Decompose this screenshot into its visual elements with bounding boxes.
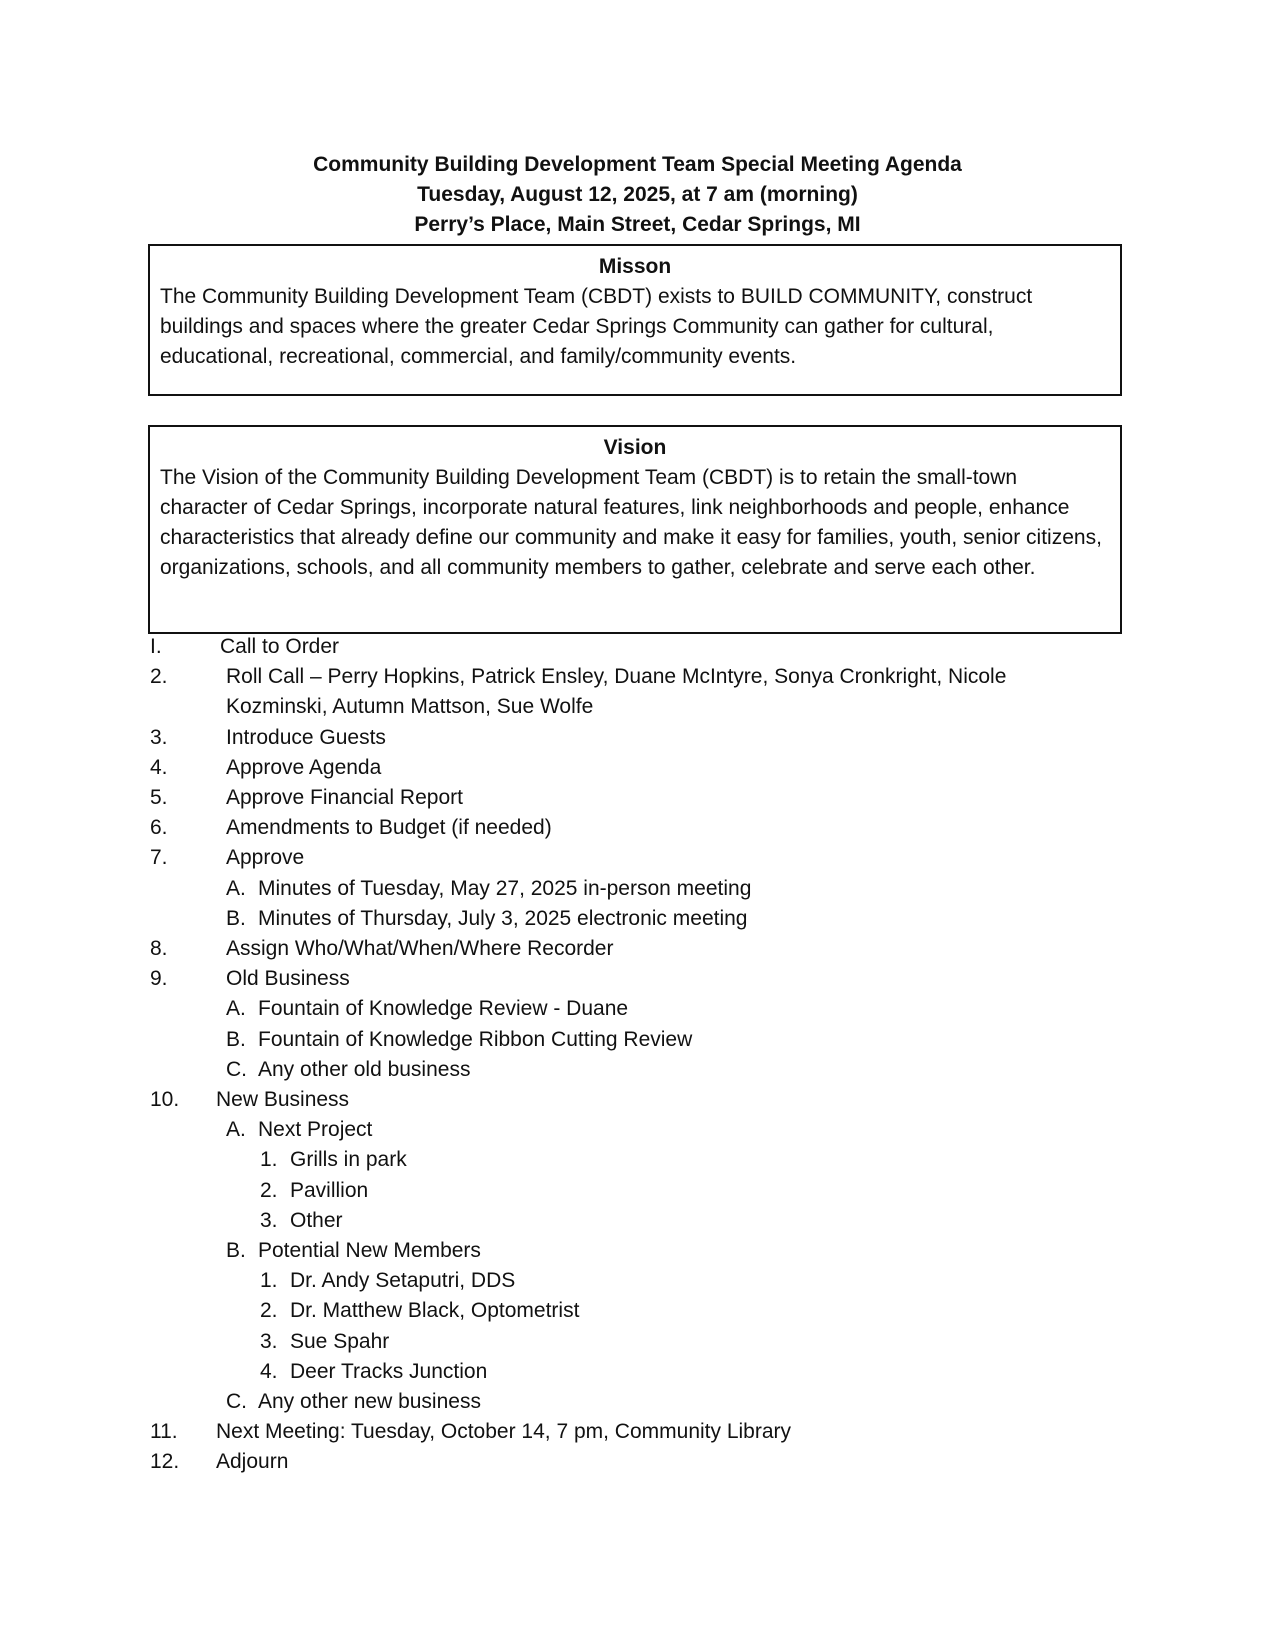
sub-item-marker: A. [226, 876, 246, 900]
sub-sub-item [150, 1176, 1130, 1206]
meeting-location: Perry’s Place, Main Street, Cedar Springs, MI [414, 213, 861, 236]
sub-sub-item [150, 1327, 1130, 1357]
sub-item [150, 1025, 1130, 1055]
item-number: 7. [150, 846, 168, 870]
item-text: Approve [226, 846, 305, 870]
item-number: 4. [150, 755, 168, 779]
sub-sub-item-marker: 3. [260, 1329, 278, 1353]
item-number: 5. [150, 786, 168, 810]
sub-sub-item [150, 1206, 1130, 1236]
sub-item-marker: A. [226, 997, 246, 1021]
agenda-item [150, 753, 1130, 783]
sub-item [150, 1115, 1130, 1145]
agenda-item [150, 723, 1130, 753]
sub-item-text: Fountain of Knowledge Review - Duane [258, 997, 629, 1021]
sub-item-marker: B. [226, 1027, 246, 1051]
sub-item-marker: C. [226, 1057, 247, 1081]
sub-item [150, 1055, 1130, 1085]
sub-item [150, 874, 1130, 904]
vision-heading: Vision [603, 436, 667, 459]
meeting-date: Tuesday, August 12, 2025, at 7 am (morning) [417, 183, 858, 206]
sub-sub-item [150, 1357, 1130, 1387]
agenda-header [150, 150, 1125, 240]
sub-item-text: Any other new business [258, 1390, 481, 1414]
sub-sub-item [150, 1296, 1130, 1326]
agenda-title: Community Building Development Team Special Meeting Agenda [313, 153, 962, 176]
item-text: Next Meeting: Tuesday, October 14, 7 pm, Community Library [216, 1420, 792, 1444]
sub-sub-item-marker: 4. [260, 1359, 278, 1383]
item-number: 12. [150, 1450, 180, 1474]
sub-sub-item-text: Other [290, 1208, 343, 1232]
sub-item-marker: A. [226, 1118, 246, 1142]
item-number: 9. [150, 967, 168, 991]
agenda-item [150, 813, 1130, 843]
sub-item [150, 1236, 1130, 1266]
sub-item-text: Any other old business [258, 1057, 471, 1081]
agenda-item [150, 934, 1130, 964]
sub-item [150, 994, 1130, 1024]
item-number: I. [150, 635, 162, 658]
sub-sub-item-marker: 3. [260, 1208, 278, 1232]
item-text: Approve Agenda [226, 755, 382, 779]
item-number: 8. [150, 937, 168, 961]
agenda-item [150, 1447, 1130, 1477]
sub-sub-item-text: Dr. Matthew Black, Optometrist [290, 1299, 580, 1323]
agenda-list [150, 632, 1130, 1478]
sub-item-text: Minutes of Tuesday, May 27, 2025 in-person meeting [258, 876, 752, 900]
vision-box [148, 425, 1122, 634]
item-text: Call to Order [220, 635, 340, 658]
item-number: 10. [150, 1088, 180, 1112]
agenda-item [150, 632, 1130, 662]
sub-sub-item-text: Deer Tracks Junction [290, 1359, 488, 1383]
sub-item [150, 1387, 1130, 1417]
item-text: Amendments to Budget (if needed) [226, 816, 552, 840]
item-number: 3. [150, 725, 168, 749]
sub-sub-item-text: Sue Spahr [290, 1329, 390, 1353]
sub-sub-item-marker: 1. [260, 1148, 278, 1172]
sub-sub-item [150, 1145, 1130, 1175]
item-text: Adjourn [216, 1450, 289, 1474]
item-number: 2. [150, 665, 168, 689]
sub-sub-item-text: Dr. Andy Setaputri, DDS [290, 1269, 516, 1293]
sub-sub-item-text: Pavillion [290, 1178, 369, 1202]
sub-item-text: Fountain of Knowledge Ribbon Cutting Review [258, 1027, 693, 1051]
sub-sub-item-text: Grills in park [290, 1148, 407, 1172]
item-text: Roll Call – Perry Hopkins, Patrick Ensley, Duane McIntyre, Sonya Cronkright, Nicole Kozminski, Autumn Mattson, Sue Wolfe [226, 665, 1007, 719]
agenda-item [150, 964, 1130, 994]
sub-sub-item-marker: 1. [260, 1269, 278, 1293]
item-text: Old Business [226, 967, 350, 991]
mission-text: The Community Building Development Team (CBDT) exists to BUILD COMMUNITY, construct buildings and spaces where the greater Cedar Springs Community can gather for cultural, educational, recreational, commercial, and family/community events. [160, 285, 1033, 368]
agenda-item [150, 843, 1130, 873]
item-text: Assign Who/What/When/Where Recorder [226, 937, 614, 961]
sub-item-marker: B. [226, 906, 246, 930]
agenda-item [150, 1085, 1130, 1115]
sub-sub-item [150, 1266, 1130, 1296]
sub-sub-item-marker: 2. [260, 1299, 278, 1323]
sub-item-text: Next Project [258, 1118, 373, 1142]
agenda-item [150, 662, 1130, 722]
item-text: Approve Financial Report [226, 786, 463, 810]
mission-box [148, 244, 1122, 396]
vision-text: The Vision of the Community Building Development Team (CBDT) is to retain the small-town character of Cedar Springs, incorporate natural features, link neighborhoods and people, enhance characteristics that already define our community and make it easy for families, youth, senior citizens, organizations, schools, and all community members to gather, celebrate and serve each other. [160, 466, 1102, 579]
sub-item-text: Potential New Members [258, 1239, 481, 1263]
mission-heading: Misson [598, 255, 672, 278]
agenda-item [150, 783, 1130, 813]
item-text: Introduce Guests [226, 725, 386, 749]
item-text: New Business [216, 1088, 350, 1112]
sub-sub-item-marker: 2. [260, 1178, 278, 1202]
item-number: 11. [150, 1420, 178, 1444]
sub-item [150, 904, 1130, 934]
agenda-item [150, 1417, 1130, 1447]
sub-item-marker: B. [226, 1239, 246, 1263]
sub-item-text: Minutes of Thursday, July 3, 2025 electronic meeting [258, 906, 748, 930]
sub-item-marker: C. [226, 1390, 247, 1414]
item-number: 6. [150, 816, 168, 840]
